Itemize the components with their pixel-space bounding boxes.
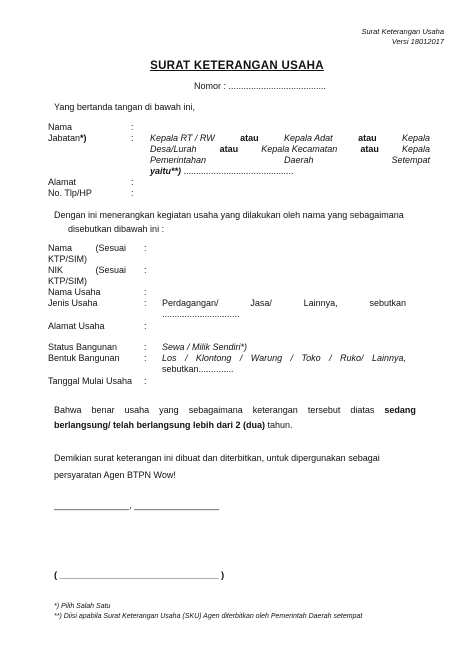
jabatan-line-4 bbox=[150, 166, 294, 178]
jabatan-label-text: Jabatan bbox=[48, 133, 81, 143]
option: sebutkan bbox=[369, 298, 406, 308]
alamat-usaha-label: Alamat Usaha bbox=[48, 321, 105, 331]
header-doc-name: Surat Keterangan Usaha bbox=[361, 27, 444, 36]
document-number: Nomor : ....................................... bbox=[194, 81, 327, 91]
jabatan-opt: Kepala bbox=[401, 133, 430, 143]
jabatan-opt: Kepala bbox=[401, 144, 430, 154]
place-date-line: _______________, _________________ bbox=[54, 500, 220, 510]
tlp-colon: : bbox=[131, 188, 134, 198]
statement-line-2: disebutkan dibawah ini : bbox=[68, 224, 165, 234]
nama-colon: : bbox=[144, 243, 147, 253]
nik-ktp-label: KTP/SIM) bbox=[48, 276, 88, 286]
nama-label: Nama bbox=[48, 122, 73, 132]
option: Klontong bbox=[195, 353, 232, 363]
alamat-label: Alamat bbox=[48, 177, 77, 187]
closing-line-1: Demikian surat keterangan ini dibuat dan diterbitkan, untuk dipergunakan sebagai bbox=[54, 453, 380, 463]
jenis-usaha-dots: ............................... bbox=[162, 309, 240, 319]
footnote-1: *) Pilih Salah Satu bbox=[54, 603, 111, 610]
jabatan-opt: Setempat bbox=[391, 155, 430, 165]
label-part: (Sesuai bbox=[95, 265, 126, 275]
option: Perdagangan/ bbox=[162, 298, 219, 308]
tanggal-mulai-label: Tanggal Mulai Usaha bbox=[48, 376, 133, 386]
option-separator: / bbox=[329, 353, 332, 363]
nik-label bbox=[48, 265, 126, 277]
nama-colon: : bbox=[131, 122, 134, 132]
page-title: SURAT KETERANGAN USAHA bbox=[150, 60, 324, 72]
jabatan-line-3 bbox=[150, 155, 430, 167]
jabatan-colon: : bbox=[131, 133, 134, 143]
nama-usaha-colon: : bbox=[144, 287, 147, 297]
jabatan-label-marker: *) bbox=[80, 133, 87, 143]
footnote-2: **) Diisi apabila Surat Keterangan Usaha (SKU) Agen diterbitkan oleh Pemerintah Daerah setempat bbox=[54, 613, 363, 620]
option-separator: / bbox=[184, 353, 188, 363]
word-bold: sedang bbox=[384, 405, 416, 415]
option: Lainnya, bbox=[303, 298, 338, 308]
word: yang bbox=[159, 405, 179, 415]
word: keterangan bbox=[252, 405, 298, 415]
nama-usaha-label: Nama Usaha bbox=[48, 287, 101, 297]
atau-word: atau bbox=[219, 144, 239, 154]
jabatan-line-2 bbox=[150, 144, 430, 156]
option: Warung bbox=[250, 353, 283, 363]
alamat-colon: : bbox=[131, 177, 134, 187]
label-part: Nama bbox=[48, 243, 73, 253]
option: Ruko/ bbox=[340, 353, 364, 363]
status-plain-text: tahun. bbox=[265, 420, 293, 430]
label-part: NIK bbox=[48, 265, 64, 275]
jenis-usaha-options bbox=[162, 298, 406, 310]
jenis-usaha-label: Jenis Usaha bbox=[48, 298, 98, 308]
atau-word: atau bbox=[358, 133, 377, 143]
alamat-usaha-colon: : bbox=[144, 321, 147, 331]
option: Los bbox=[162, 353, 177, 363]
nik-colon: : bbox=[144, 265, 147, 275]
signature-line: ( ______________________________ ) bbox=[54, 570, 225, 581]
jabatan-opt: Daerah bbox=[283, 155, 314, 165]
confirmation-line-1 bbox=[54, 405, 416, 417]
atau-word: atau bbox=[360, 144, 379, 154]
statement-line-1: Dengan ini menerangkan kegiatan usaha yang dilakukan oleh nama yang sebagaimana bbox=[54, 210, 404, 220]
word: usaha bbox=[124, 405, 150, 415]
bentuk-bangunan-dots: sebutkan.............. bbox=[162, 364, 234, 374]
word: Bahwa bbox=[54, 405, 82, 415]
status-bangunan-value: Sewa / Milik Sendiri*) bbox=[162, 342, 248, 352]
closing-line-2: persyaratan Agen BTPN Wow! bbox=[54, 470, 176, 480]
jabatan-opt: Kepala Adat bbox=[283, 133, 333, 143]
bentuk-bangunan-label: Bentuk Bangunan bbox=[48, 353, 120, 363]
jabatan-label bbox=[48, 133, 87, 145]
jabatan-line-1 bbox=[150, 133, 430, 145]
status-bangunan-colon: : bbox=[144, 342, 147, 352]
option: Lainnya, bbox=[371, 353, 406, 363]
option-separator: / bbox=[290, 353, 294, 363]
nama-ktp-label: KTP/SIM) bbox=[48, 254, 88, 264]
word: sebagaimana bbox=[188, 405, 243, 415]
jabatan-opt: Kepala RT / RW bbox=[150, 133, 215, 143]
atau-word: atau bbox=[240, 133, 259, 143]
option: Jasa/ bbox=[250, 298, 272, 308]
option: Toko bbox=[301, 353, 321, 363]
option-separator: / bbox=[239, 353, 243, 363]
word: diatas bbox=[350, 405, 375, 415]
tlp-label: No. Tlp/HP bbox=[48, 188, 92, 198]
bentuk-bangunan-colon: : bbox=[144, 353, 147, 363]
word: benar bbox=[91, 405, 115, 415]
jabatan-opt: Kepala Kecamatan bbox=[261, 144, 338, 154]
label-part: (Sesuai bbox=[95, 243, 126, 253]
header-version: Versi 18012017 bbox=[391, 37, 444, 46]
tanggal-mulai-colon: : bbox=[144, 376, 147, 386]
jabatan-opt: Desa/Lurah bbox=[150, 144, 197, 154]
bentuk-bangunan-options bbox=[162, 353, 406, 365]
jenis-usaha-colon: : bbox=[144, 298, 147, 308]
status-bold-text: berlangsung/ telah berlangsung lebih dari 2 (dua) bbox=[54, 420, 266, 430]
confirmation-line-2 bbox=[54, 420, 293, 432]
nama-sesuai-label bbox=[48, 243, 126, 255]
intro-text: Yang bertanda tangan di bawah ini, bbox=[54, 102, 195, 112]
yaitu-dots: ............................................ bbox=[181, 166, 294, 176]
status-bangunan-label: Status Bangunan bbox=[48, 342, 118, 352]
yaitu-label: yaitu**) bbox=[150, 166, 182, 176]
jabatan-opt: Pemerintahan bbox=[150, 155, 207, 165]
word: tersebut bbox=[307, 405, 341, 415]
